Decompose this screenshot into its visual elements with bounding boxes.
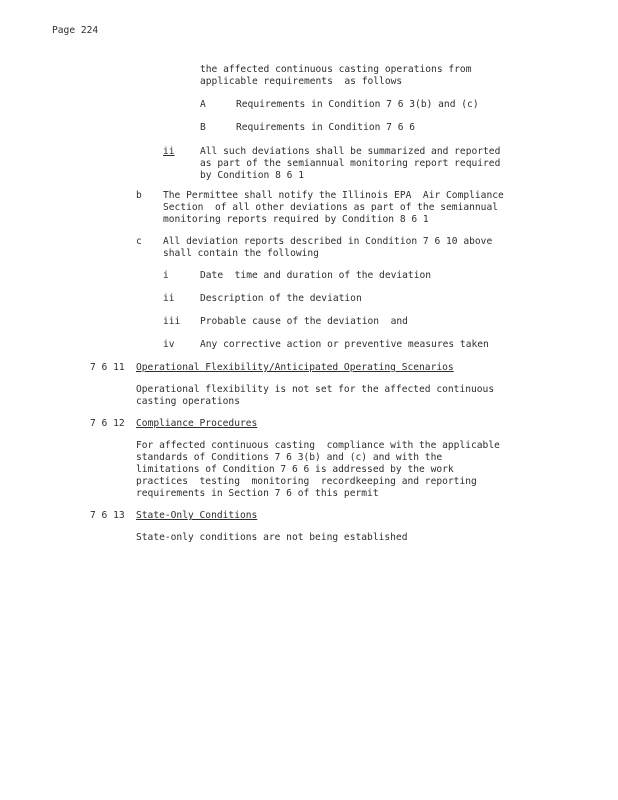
section-text-line-2: standards of Conditions 7 6 3(b) and (c) and with the [136, 452, 443, 463]
section-number: 7 6 12 [90, 418, 125, 429]
para-b-line-2: Section of all other deviations as part of the semiannual [163, 202, 499, 213]
item-c-i-label: i [163, 270, 169, 281]
para-b-line-3: monitoring reports required by Condition 8 6 1 [163, 214, 429, 225]
section-title: Operational Flexibility/Anticipated Operating Scenarios [136, 362, 454, 373]
item-c-iv-label: iv [163, 339, 175, 350]
item-c-iii-label: iii [163, 316, 181, 327]
item-ii-line-1: All such deviations shall be summarized and reported [200, 146, 501, 157]
page-label: Page 224 [52, 25, 99, 36]
continued-line-1: the affected continuous casting operations from [200, 64, 472, 75]
item-a-text: Requirements in Condition 7 6 3(b) and (c) [236, 99, 479, 110]
section-text-line-5: requirements in Section 7 6 of this permit [136, 488, 379, 499]
item-c-iii-text: Probable cause of the deviation and [200, 316, 408, 327]
item-c-i-text: Date time and duration of the deviation [200, 270, 432, 281]
section-number: 7 6 11 [90, 362, 125, 373]
section-text-line-4: practices testing monitoring recordkeeping and reporting [136, 476, 477, 487]
item-c-ii-label: ii [163, 293, 175, 304]
item-a-label: A [200, 99, 206, 110]
item-ii-line-2: as part of the semiannual monitoring report required [200, 158, 501, 169]
item-c-ii-text: Description of the deviation [200, 293, 362, 304]
section-title: State-Only Conditions [136, 510, 258, 521]
section-text-line-2: casting operations [136, 396, 240, 407]
item-b-text: Requirements in Condition 7 6 6 [236, 122, 416, 133]
section-text-line-3: limitations of Condition 7 6 6 is addressed by the work [136, 464, 454, 475]
item-ii-label: ii [163, 146, 175, 157]
section-number: 7 6 13 [90, 510, 125, 521]
para-c-label: c [136, 236, 142, 247]
item-b-label: B [200, 122, 206, 133]
para-c-line-2: shall contain the following [163, 248, 319, 259]
para-b-line-1: The Permittee shall notify the Illinois EPA Air Compliance [163, 190, 504, 201]
section-text-line-1: State-only conditions are not being established [136, 532, 408, 543]
section-text-line-1: For affected continuous casting compliance with the applicable [136, 440, 500, 451]
section-title: Compliance Procedures [136, 418, 258, 429]
section-text-line-1: Operational flexibility is not set for the affected continuous [136, 384, 495, 395]
para-b-label: b [136, 190, 142, 201]
para-c-line-1: All deviation reports described in Condition 7 6 10 above [163, 236, 493, 247]
item-c-iv-text: Any corrective action or preventive measures taken [200, 339, 489, 350]
continued-line-2: applicable requirements as follows [200, 76, 403, 87]
item-ii-line-3: by Condition 8 6 1 [200, 170, 304, 181]
